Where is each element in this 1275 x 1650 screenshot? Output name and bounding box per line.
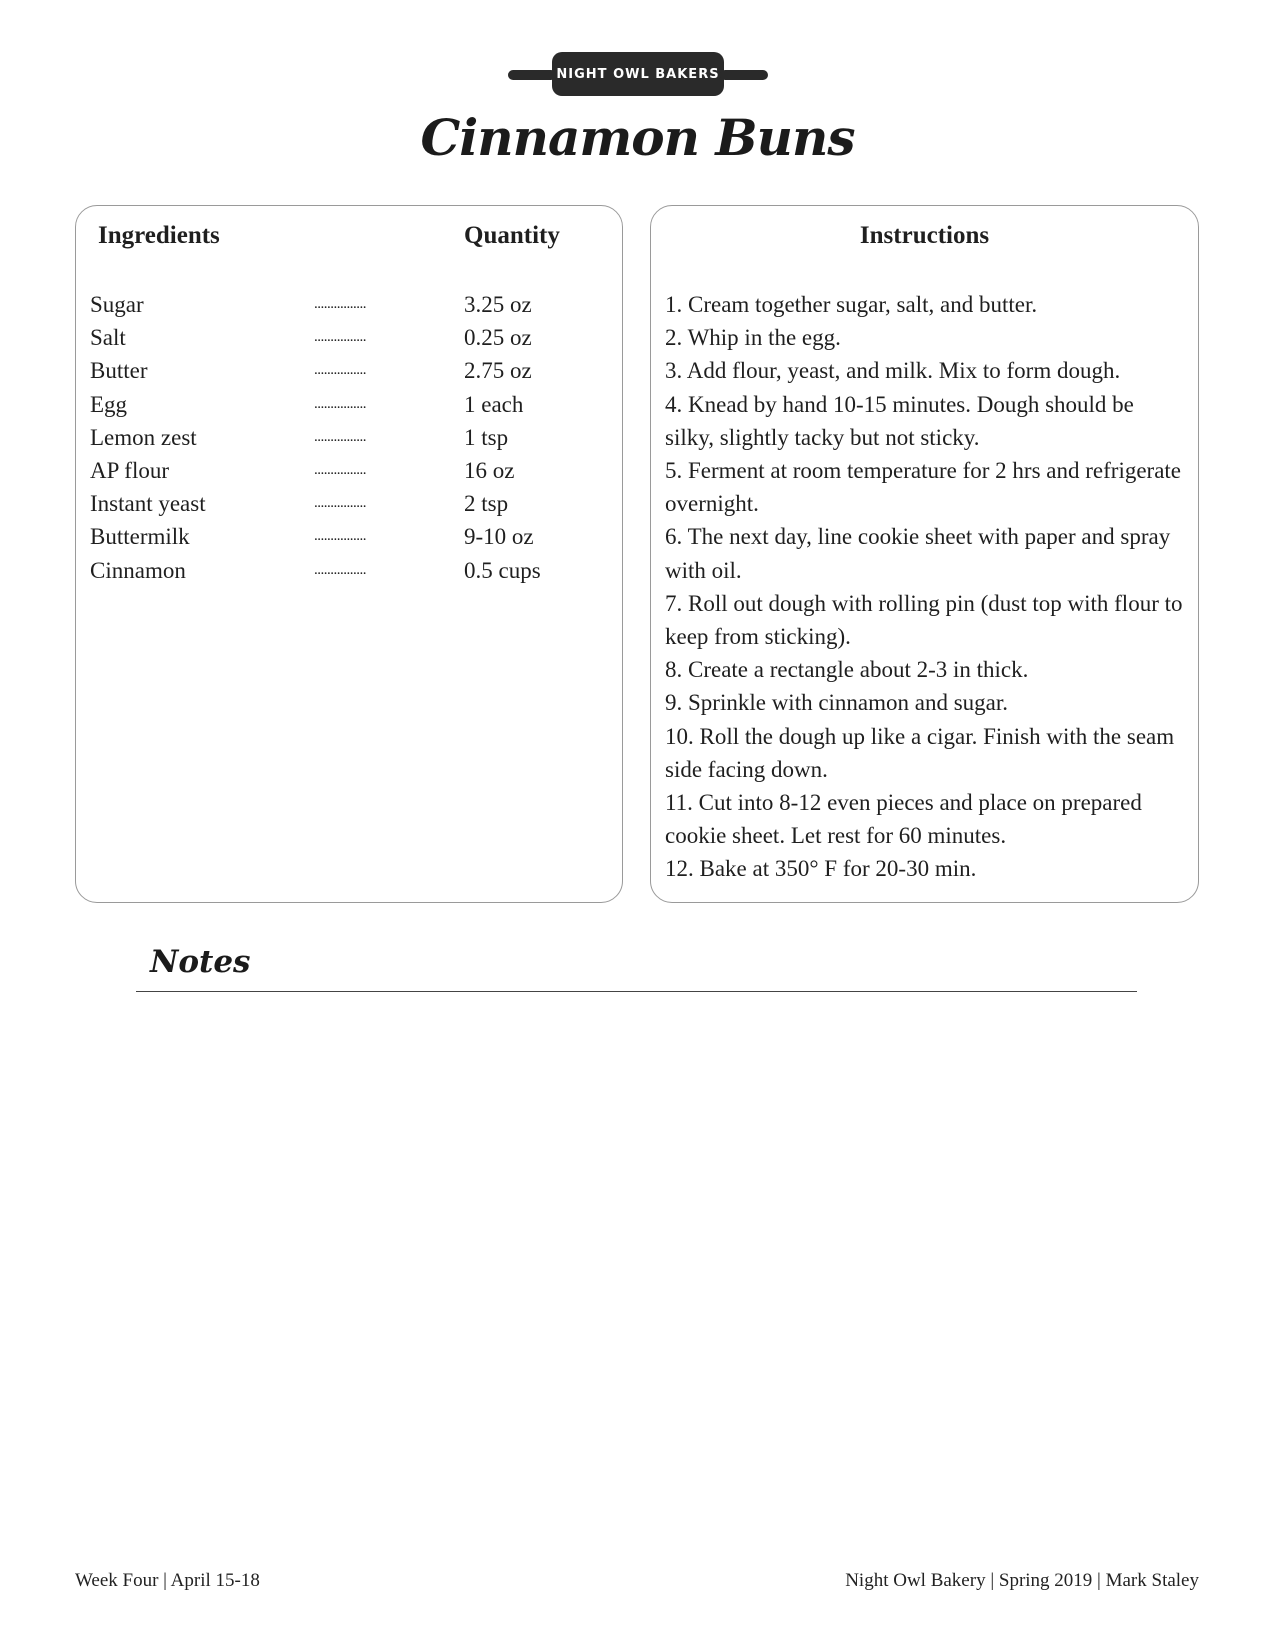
- ingredient-name: AP flour: [90, 457, 170, 483]
- footer-credits: Night Owl Bakery | Spring 2019 | Mark Staley: [845, 1570, 1199, 1591]
- ingredients-list: [90, 288, 610, 587]
- ingredients-header: Ingredients: [98, 222, 220, 249]
- ingredient-name: Cinnamon: [90, 557, 186, 583]
- instruction-step: 3. Add flour, yeast, and milk. Mix to form dough.: [665, 358, 1121, 384]
- notes-divider: [136, 991, 1137, 992]
- logo-text: NIGHT OWL BAKERS: [556, 66, 720, 82]
- ingredient-name: Egg: [90, 391, 128, 417]
- ingredient-row: [90, 421, 610, 454]
- ingredient-quantity: 16 oz: [464, 457, 515, 483]
- instruction-step: 9. Sprinkle with cinnamon and sugar.: [665, 690, 1009, 716]
- ingredient-quantity: 2 tsp: [464, 491, 509, 517]
- dot-leader: ................: [314, 362, 366, 379]
- instruction-step: 2. Whip in the egg.: [665, 325, 841, 351]
- instruction-step: 7. Roll out dough with rolling pin (dust top with flour to keep from sticking).: [665, 590, 1183, 650]
- dot-leader: ................: [314, 461, 366, 478]
- ingredient-quantity: 3.25 oz: [464, 292, 532, 317]
- ingredient-quantity: 9-10 oz: [464, 524, 534, 550]
- dot-leader: ................: [314, 528, 366, 545]
- instructions-card: [650, 205, 1199, 903]
- instruction-step: 5. Ferment at room temperature for 2 hrs and refrigerate overnight.: [665, 458, 1182, 517]
- quantity-header: Quantity: [464, 222, 560, 249]
- dot-leader: ................: [314, 329, 366, 346]
- ingredient-quantity: 0.5 cups: [464, 557, 541, 583]
- ingredient-quantity: 1 tsp: [464, 424, 509, 450]
- night-owl-bakers-logo: [508, 52, 768, 96]
- instruction-step: 6. The next day, line cookie sheet with paper and spray with oil.: [665, 524, 1171, 583]
- ingredient-name: Buttermilk: [90, 524, 190, 550]
- instruction-step: 1. Cream together sugar, salt, and butter.: [665, 292, 1038, 317]
- dot-leader: ................: [314, 395, 366, 412]
- dot-leader: ................: [314, 296, 366, 312]
- ingredients-card: [75, 205, 623, 903]
- ingredient-name: Instant yeast: [90, 491, 206, 517]
- instruction-step: 10. Roll the dough up like a cigar. Finish with the seam side facing down.: [665, 723, 1175, 782]
- footer-week: Week Four | April 15-18: [75, 1570, 260, 1591]
- rolling-pin-right-handle: [720, 70, 768, 80]
- ingredient-row: [90, 388, 610, 421]
- dot-leader: ................: [314, 428, 366, 445]
- dot-leader: ................: [314, 561, 366, 578]
- recipe-title: Cinnamon Buns: [420, 108, 855, 167]
- ingredient-quantity: 1 each: [464, 391, 524, 417]
- instructions-header: Instructions: [859, 222, 990, 249]
- ingredient-row: [90, 288, 610, 321]
- ingredient-name: Butter: [90, 358, 148, 384]
- ingredient-row: [90, 454, 610, 487]
- instruction-step: 12. Bake at 350° F for 20-30 min.: [665, 856, 977, 882]
- rolling-pin-left-handle: [508, 70, 556, 80]
- ingredient-row: [90, 520, 610, 553]
- instruction-step: 11. Cut into 8-12 even pieces and place on prepared cookie sheet. Let rest for 60 minutes.: [665, 790, 1142, 849]
- rolling-pin-body: [552, 52, 724, 96]
- ingredient-quantity: 0.25 oz: [464, 325, 532, 351]
- ingredient-name: Sugar: [90, 292, 144, 317]
- notes-title: Notes: [150, 944, 251, 980]
- dot-leader: ................: [314, 495, 366, 512]
- ingredient-name: Salt: [90, 325, 126, 351]
- ingredient-quantity: 2.75 oz: [464, 358, 532, 384]
- ingredient-name: Lemon zest: [90, 424, 197, 450]
- ingredient-row: [90, 354, 610, 387]
- instruction-step: 4. Knead by hand 10-15 minutes. Dough should be silky, slightly tacky but not sticky.: [665, 391, 1134, 450]
- instruction-step: 8. Create a rectangle about 2-3 in thick.: [665, 657, 1029, 683]
- ingredient-row: [90, 321, 610, 354]
- ingredient-row: [90, 554, 610, 587]
- ingredient-row: [90, 487, 610, 520]
- instructions-list: [665, 288, 1185, 886]
